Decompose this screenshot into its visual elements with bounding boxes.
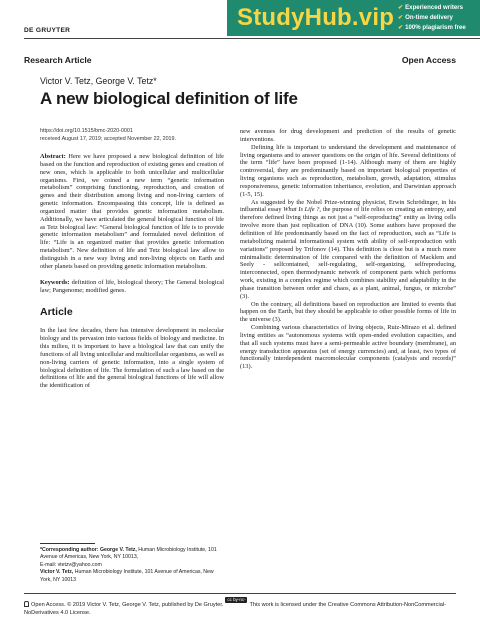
abstract-text: Here we have proposed a new biological definition of life based on the function and reproduction of existing genes and creation of new ones, which is applicable to both unicellular and multicellular organisms. First, we coined a new term “genetic information metabolism” comprising functioning, reproduction, and creation of genes and their distribution among living and non-living carriers of genetic information. Encompassing this concept, life is defined as organized matter that provides genetic information metabolism. Additionally, we have articulated the general biological function of life as Tetz biological law: “General biological function of life is to provide genetic information metabolism” and formulated novel definition of life: “Life is an organized matter that provides genetic information metabolism”. New definition of life and Tetz biological law allow to distinguish in a new way living and non-living objects on Earth and other planets based on providing genetic information metabolism. bbox=[40, 153, 224, 270]
keywords-text: definition of life, biological theory; The General biological law; Pangenome; modified genes. bbox=[40, 278, 224, 294]
second-author-name: Victor V. Tetz, bbox=[40, 569, 74, 576]
abstract bbox=[40, 153, 224, 271]
article-dates: received August 17, 2019; accepted November 22, 2019. bbox=[40, 135, 177, 142]
abstract-label: Abstract: bbox=[40, 153, 66, 160]
footnote-divider bbox=[40, 543, 95, 544]
corresponding-author-email[interactable]: E-mail: vtetzv@yahoo.com bbox=[40, 561, 102, 568]
essay-title: What Is Life ? bbox=[283, 206, 320, 214]
publisher-name: DE GRUYTER bbox=[24, 27, 71, 34]
license-footer bbox=[24, 597, 460, 618]
article-title: A new biological definition of life bbox=[40, 89, 298, 108]
keywords bbox=[40, 279, 224, 295]
banner-feature-list bbox=[398, 3, 466, 33]
article-authors: Victor V. Tetz, George V. Tetz* bbox=[40, 76, 157, 86]
doi-link[interactable]: https://doi.org/10.1515/bmc-2020-0001 bbox=[40, 128, 133, 134]
body-paragraph: new avenues for drug development and prediction of the results of genetic interventions. bbox=[240, 128, 456, 143]
check-icon: ✔ bbox=[398, 14, 404, 21]
corresponding-author-affiliation: Human Microbiology Institute, 101 Avenue of Americas, New York, NY 10013, bbox=[40, 547, 217, 561]
license-statement: This work is licensed under the Creative Commons Attribution-NonCommercial-NoDerivatives 4.0 License. bbox=[24, 602, 446, 616]
corresponding-author-label: *Corresponding author: George V. Tetz, bbox=[40, 547, 137, 553]
header-divider bbox=[24, 38, 480, 39]
right-column bbox=[240, 128, 456, 371]
open-access-lock-icon bbox=[24, 601, 29, 607]
body-paragraph: As suggested by the Nobel Prize-winning physicist, Erwin Schrödinger, in his influential essay What Is Life ?, the purpose of life relies on creating an entropy, and therefore defined living things as not just a “self-reproducing” entity as living cells involve more than just replication of DNA (10). Some authors have proposed the definition of life predominantly based on the fact of reproduction, such as “Life is metabolizing material informational system with ability of self-reproduction with variations” proposed by Trifonov (14). This definition is close but is a much more minimalistic determination of life compared with the definition of Macklem and Seely - selfcontained, self-regulating, self-organizing, selfreproducing, interconnected, open thermodynamic network of component parts which performs work, existing in a complex regime which combines stability and adaptability in the phase transition between order and chaos, as a plant, animal, fungus, or microbe” (3). bbox=[240, 198, 456, 300]
cc-license-badge-icon[interactable]: cc by-nc-nd bbox=[227, 597, 246, 608]
body-paragraph: Combining various characteristics of living objects, Ruiz-Mirazo et al. defined living entities as “autonomous systems with open-ended evolution capacities, and that all such systems must have a semi-permeable active boundary (membrane), an energy transduction apparatus (set of energy currencies) and, at least, two types of functionally interdependent macromolecular components (catalysts and records)” (13). bbox=[240, 324, 456, 371]
check-icon: ✔ bbox=[398, 4, 404, 11]
footer-divider bbox=[24, 593, 456, 594]
left-column bbox=[40, 128, 224, 390]
section-heading-article: Article bbox=[40, 306, 73, 319]
keywords-label: Keywords: bbox=[40, 278, 70, 286]
article-intro-paragraph: In the last few decades, there has intensive development in molecular biology and its pervasion into various fields of biology and medicine. In this milieu, it is important to have a biological law that can unify the functions of all living unicellular and multicellular organisms, as well as non-living carriers of genetic information, into a single system of biological definition of life. The formulation of such a law based on the definitions of life and the general biological functions of life will allow the identification of bbox=[40, 327, 224, 390]
article-type: Research Article bbox=[24, 55, 92, 65]
banner-feature-item: ✔ On-time delivery bbox=[398, 14, 453, 21]
banner-feature-item: ✔ 100% plagiarism free bbox=[398, 24, 466, 31]
banner-feature-item: ✔ Experienced writers bbox=[398, 4, 464, 11]
open-access-label: Open Access bbox=[401, 55, 456, 65]
check-icon: ✔ bbox=[398, 24, 404, 31]
body-paragraph: On the contrary, all definitions based on reproduction are limited to events that happen on the Earth, but they should be applicable to other possible forms of life in the universe (3). bbox=[240, 300, 456, 324]
license-copyright: Open Access. © 2019 Victor V. Tetz, George V. Tetz, published by De Gruyter. bbox=[31, 602, 224, 608]
second-author-affiliation: Human Microbiology Institute, 101 Avenue of Americas, New York, NY 10013 bbox=[40, 569, 214, 583]
studyhub-logo: StudyHub.vip bbox=[237, 4, 395, 31]
studyhub-banner[interactable] bbox=[227, 0, 480, 36]
author-footnotes bbox=[40, 547, 224, 584]
body-paragraph: Defining life is important to understand the development and maintenance of living organisms and to answer questions on the origin of life. Several definitions of the term “life” have been proposed (1-14). Although many of them are highly controversial, they are predominantly based on important biological properties of living organisms such as reproduction, metabolism, growth, adaptation, stimulus responsiveness, genetic information inheritance, evolution, and Darwinian approach (1-5, 15). bbox=[240, 143, 456, 198]
